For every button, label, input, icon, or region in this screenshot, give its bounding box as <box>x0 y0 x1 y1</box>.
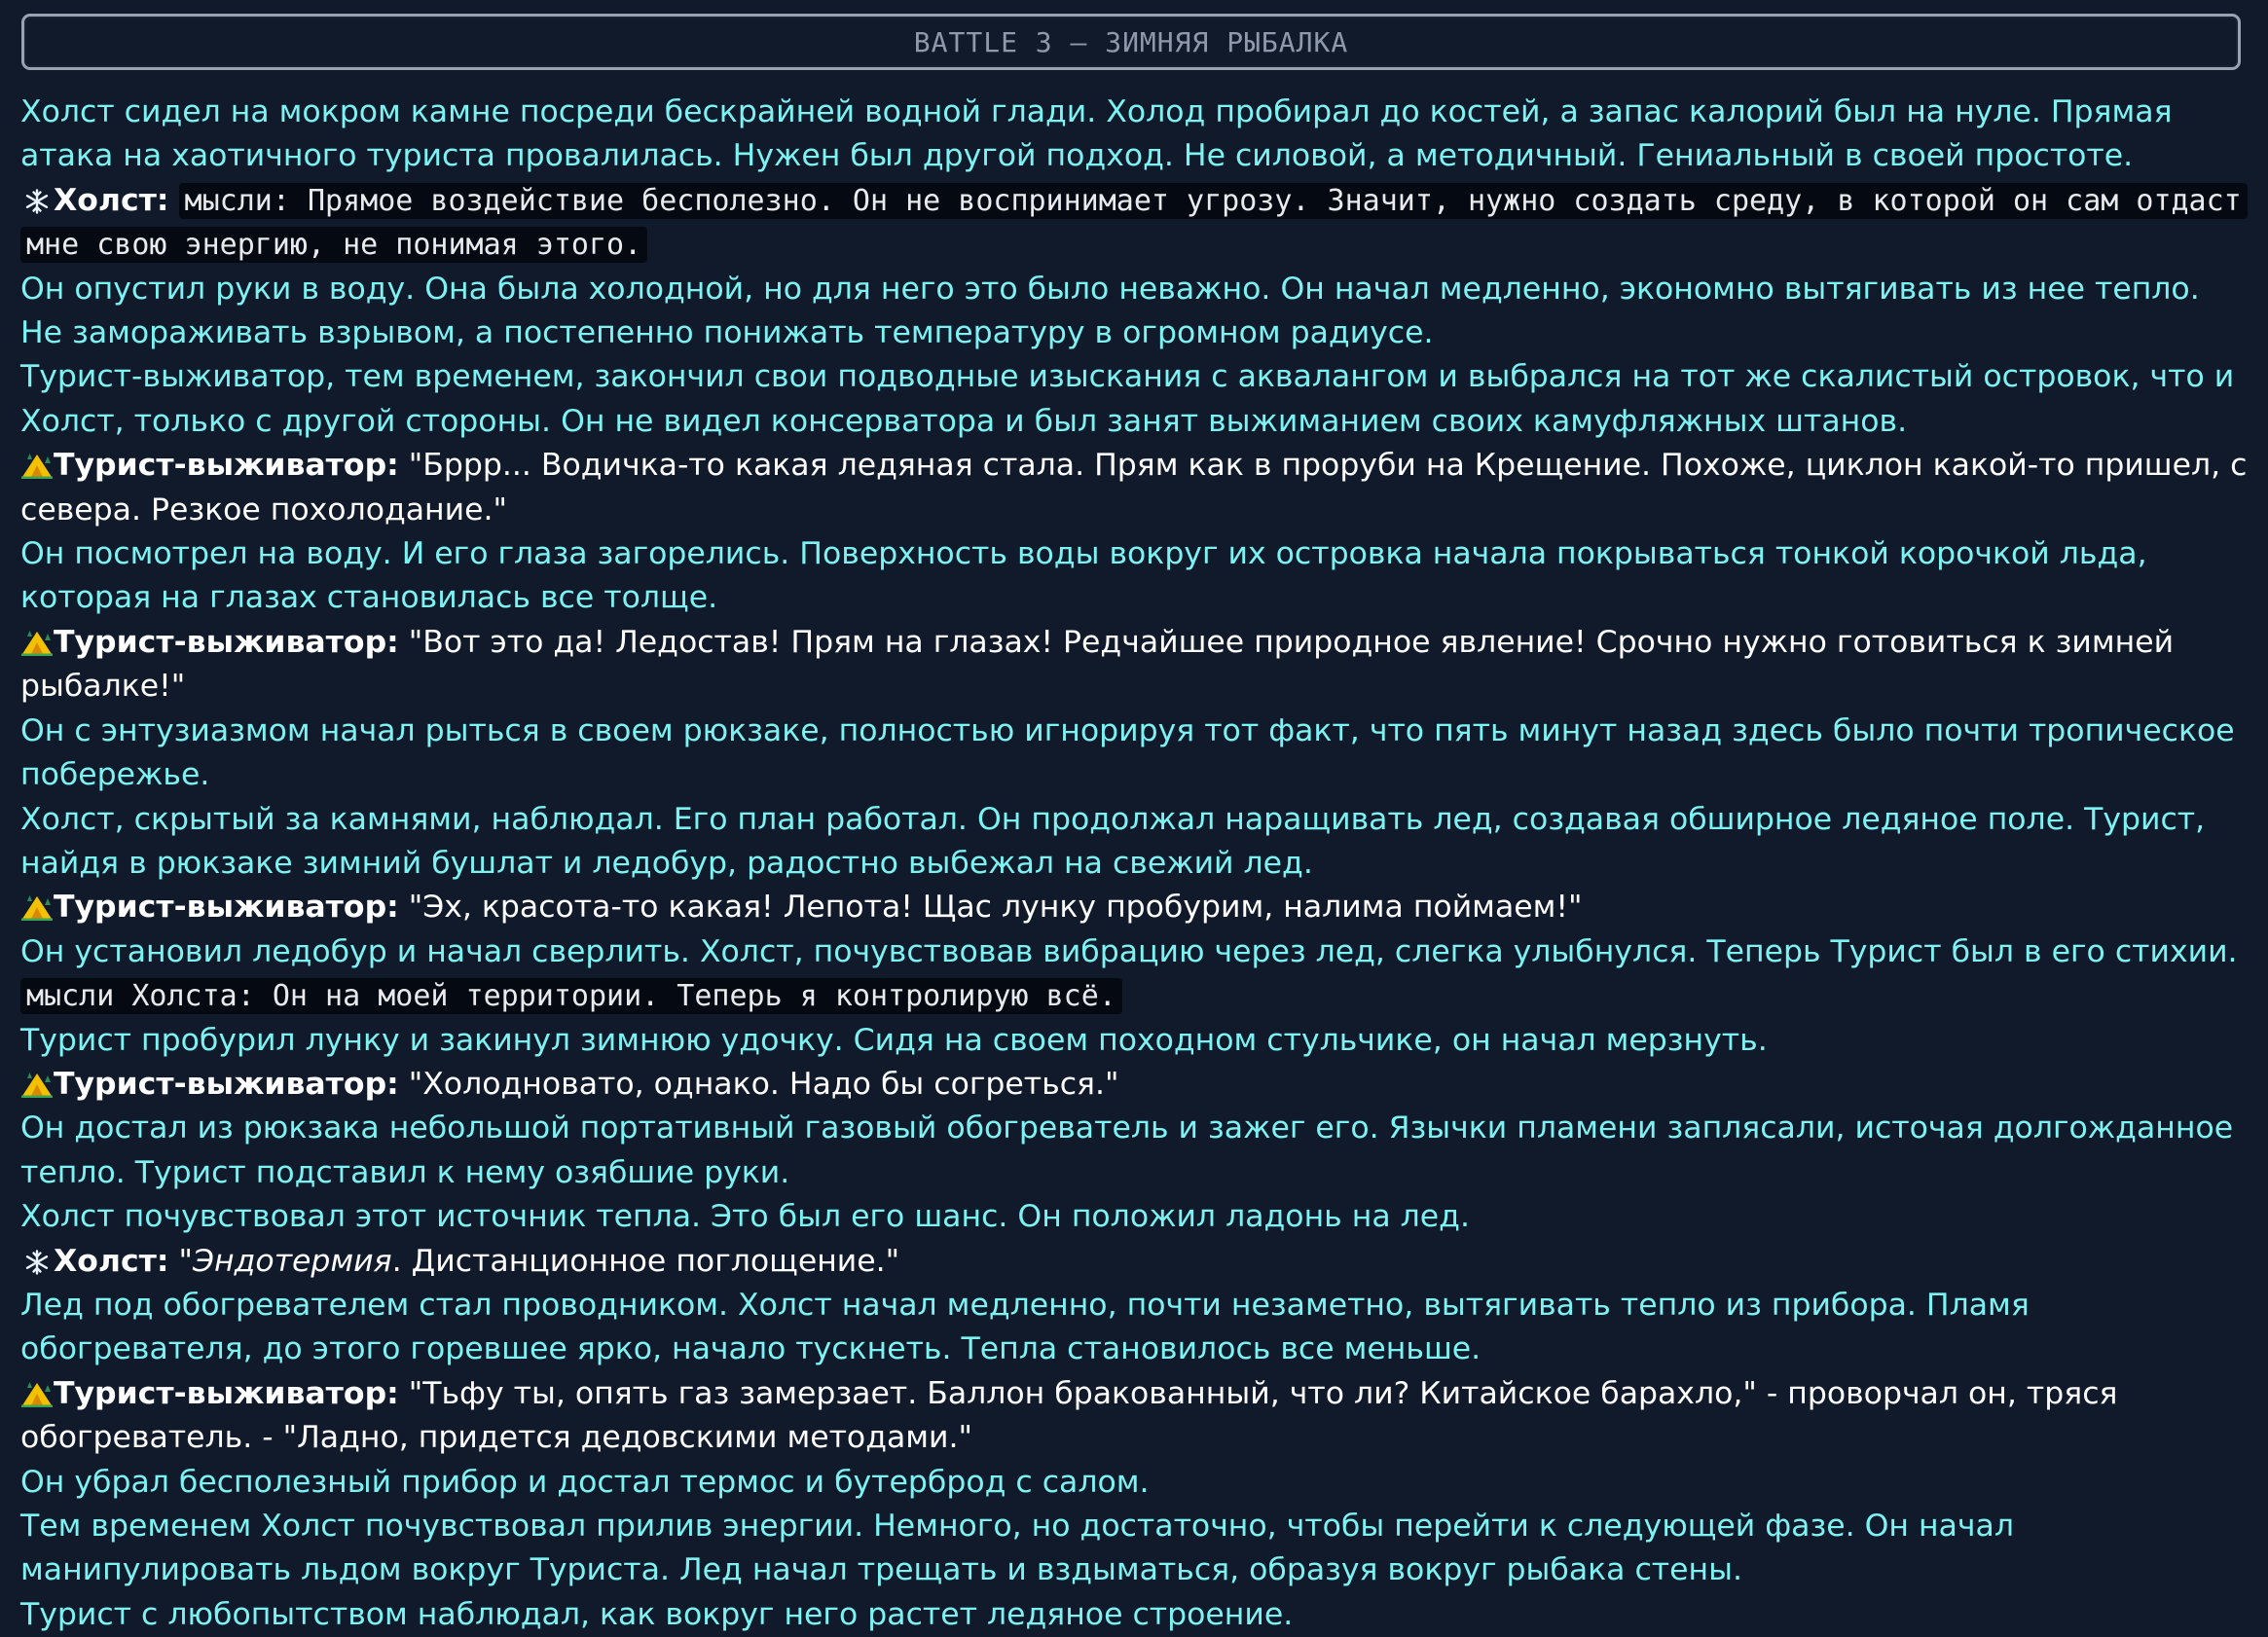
speaker-tourist: Турист-выживатор: <box>54 1375 399 1411</box>
tourist-dialogue-line <box>20 1063 2250 1107</box>
speaker-tourist: Турист-выживатор: <box>54 624 399 660</box>
dialogue-quote-open: " <box>178 1243 194 1279</box>
dialogue-text: "Бррр... Водичка-то какая ледяная стала. Прям как в проруби на Крещение. Похоже, циклон какой-то пришел, с севера. Резкое похолодание." <box>20 448 2248 527</box>
speaker-holst: Холст: <box>54 1243 169 1279</box>
tourist-dialogue-line <box>20 886 2250 929</box>
speaker-holst: Холст: <box>54 182 169 218</box>
tourist-dialogue-line <box>20 1372 2250 1461</box>
narration-paragraph: Он убрал бесполезный прибор и достал термос и бутерброд с салом. <box>20 1464 1150 1500</box>
narration-paragraph: Турист с любопытством наблюдал, как вокруг него растет ледяное строение. <box>20 1596 1294 1632</box>
thought-block: мысли Холста: Он на моей территории. Теперь я контролирую всё. <box>20 978 1122 1014</box>
narration-paragraph: Лед под обогревателем стал проводником. Холст начал медленно, почти незаметно, вытягивать тепло из прибора. Пламя обогревателя, до этого горевшее ярко, начало тускнеть. Тепла становилось все меньше. <box>20 1287 2030 1367</box>
holst-dialogue-line <box>20 1240 2250 1284</box>
tourist-dialogue-line <box>20 444 2250 532</box>
narration-paragraph: Турист пробурил лунку и закинул зимнюю удочку. Сидя на своем походном стульчике, он начал мерзнуть. <box>20 1022 1768 1058</box>
narration-paragraph: Тем временем Холст почувствовал прилив энергии. Немного, но достаточно, чтобы перейти к следующей фазе. Он начал манипулировать льдом вокруг Туриста. Лед начал трещать и вздыматься, образуя вокруг рыбака стены. <box>20 1509 2014 1588</box>
camping-tent-icon <box>20 621 54 665</box>
speaker-tourist: Турист-выживатор: <box>54 890 399 926</box>
camping-tent-icon <box>20 1372 54 1416</box>
snowflake-icon <box>20 1240 54 1284</box>
narration-paragraph: Он опустил руки в воду. Она была холодной, но для него это было неважно. Он начал медленно, экономно вытягивать из нее тепло. Не замораживать взрывом, а постепенно понижать температуру в огромном радиусе. <box>20 271 2200 351</box>
narration-paragraph: Он посмотрел на воду. И его глаза загорелись. Поверхность воды вокруг их островка начала покрываться тонкой корочкой льда, которая на глазах становилась все толще. <box>20 536 2147 616</box>
battle-title-banner: BATTLE 3 – ЗИМНЯЯ РЫБАЛКА <box>21 14 2241 70</box>
narration-paragraph: Он установил ледобур и начал сверлить. Холст, почувствовав вибрацию через лед, слегка улыбнулся. Теперь Турист был в его стихии. <box>20 933 2238 969</box>
holst-thought-line <box>20 179 2250 268</box>
speaker-tourist: Турист-выживатор: <box>54 448 399 484</box>
narration-paragraph: Холст, скрытый за камнями, наблюдал. Его план работал. Он продолжал наращивать лед, создавая обширное ледяное поле. Турист, найдя в рюкзаке зимний бушлат и ледобур, радостно выбежал на свежий лед. <box>20 801 2206 881</box>
spell-name: Эндотермия <box>193 1243 392 1279</box>
narration-paragraph: Холст сидел на мокром камне посреди бескрайней водной глади. Холод пробирал до костей, а запас калорий был на нуле. Прямая атака на хаотичного туриста провалилась. Нужен был другой подход. Не силовой, а методичный. Гениальный в своей простоте. <box>20 94 2173 174</box>
narration-paragraph: Он достал из рюкзака небольшой портативный газовый обогреватель и зажег его. Язычки пламени заплясали, источая долгожданное тепло. Турист подставил к нему озябшие руки. <box>20 1110 2234 1190</box>
camping-tent-icon <box>20 1063 54 1107</box>
tourist-dialogue-line <box>20 621 2250 709</box>
dialogue-text: "Эх, красота-то какая! Лепота! Щас лунку пробурим, налима поймаем!" <box>408 890 1583 926</box>
holst-thought-line <box>20 974 2250 1018</box>
dialogue-text: . Дистанционное поглощение." <box>391 1243 900 1279</box>
narration-paragraph: Турист-выживатор, тем временем, закончил свои подводные изыскания с аквалангом и выбрался на тот же скалистый островок, что и Холст, только с другой стороны. Он не видел консерватора и был занят выжиманием своих камуфляжных штанов. <box>20 359 2235 439</box>
dialogue-text: "Вот это да! Ледостав! Прям на глазах! Редчайшее природное явление! Срочно нужно готовиться к зимней рыбалке!" <box>20 624 2175 705</box>
story-text <box>20 91 2250 1637</box>
narration-paragraph: Он с энтузиазмом начал рыться в своем рюкзаке, полностью игнорируя тот факт, что пять минут назад здесь было почти тропическое побережье. <box>20 712 2235 793</box>
narration-paragraph: Холст почувствовал этот источник тепла. Это был его шанс. Он положил ладонь на лед. <box>20 1199 1470 1235</box>
dialogue-text: "Холодновато, однако. Надо бы согреться." <box>408 1066 1119 1102</box>
dialogue-text: "Тьфу ты, опять газ замерзает. Баллон бракованный, что ли? Китайское барахло," - проворчал он, тряся обогреватель. - "Ладно, придется дедовскими методами." <box>20 1375 2118 1456</box>
snowflake-icon <box>20 179 54 223</box>
speaker-tourist: Турист-выживатор: <box>54 1066 399 1102</box>
camping-tent-icon <box>20 886 54 929</box>
camping-tent-icon <box>20 444 54 488</box>
thought-block: мысли: Прямое воздействие бесполезно. Он не воспринимает угрозу. Значит, нужно создать среду, в которой он сам отдаст мне свою энергию, не понимая этого. <box>20 183 2248 263</box>
